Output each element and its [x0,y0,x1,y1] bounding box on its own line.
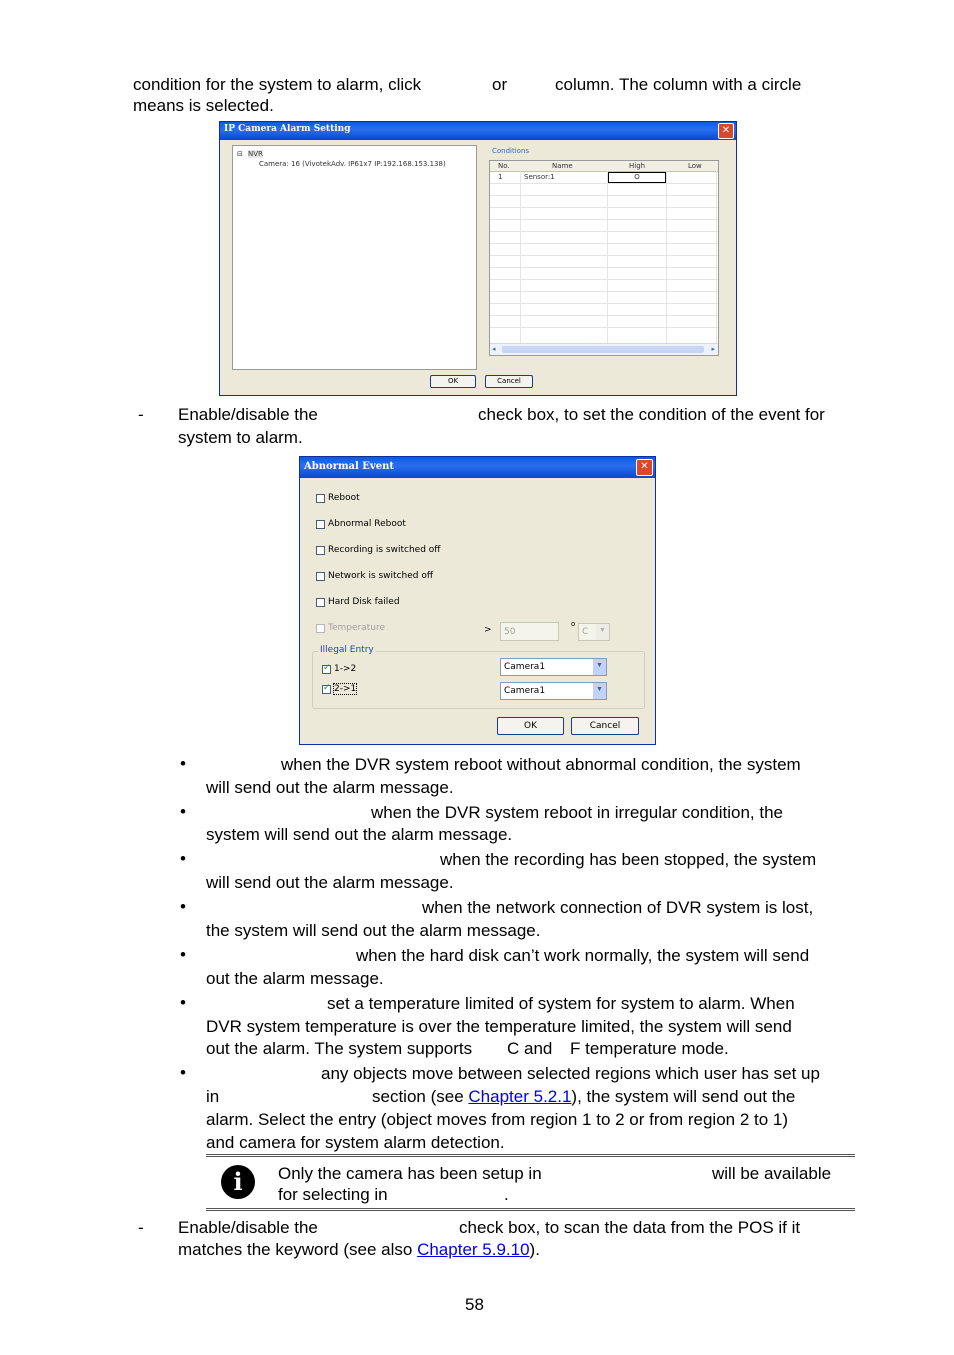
scroll-thumb[interactable] [502,346,704,353]
entry-2-1-checkbox[interactable] [322,685,331,694]
network-off-checkbox[interactable] [316,572,325,581]
bullet: • [180,802,186,821]
bullet-7-line-3: alarm. Select the entry (object moves from region 1 to 2 or from region 2 to 1) [206,1110,789,1129]
bullet-7-text-b: section (see [372,1087,464,1106]
note-line-2b: . [504,1185,509,1204]
abnormal-event-dialog [299,456,656,745]
table-header [490,161,718,172]
dialog-title: Abnormal Event [304,461,394,472]
chapter-5-2-1-link[interactable]: Chapter 5.2.1 [468,1087,572,1106]
col-high[interactable]: High [629,162,646,170]
dash-2: - [138,1218,144,1237]
ok-button[interactable]: OK [430,375,476,388]
entry-2-1-camera-select[interactable] [500,682,607,700]
dash2-line-2 [178,1239,540,1260]
col-no[interactable]: No. [498,162,510,170]
row-high-cell[interactable]: O [608,172,666,183]
bullet-1-line-1: when the DVR system reboot without abnormal condition, the system [281,755,801,774]
tree-item-camera[interactable]: Camera: 16 (VivotekAdv. IP61x7 IP:192.168.153.138) [259,160,446,168]
bullet: • [180,945,186,964]
ip-camera-alarm-dialog [219,121,737,396]
abnormal-reboot-label: Abnormal Reboot [328,519,406,529]
bullet: • [180,897,186,916]
hard-disk-failed-checkbox[interactable] [316,598,325,607]
col-low[interactable]: Low [688,162,702,170]
temperature-unit-select[interactable] [578,623,610,641]
dialog-titlebar [220,122,736,140]
reboot-label: Reboot [328,493,360,503]
chapter-5-9-10-link[interactable]: Chapter 5.9.10 [417,1240,530,1259]
dash2-text-b: check box, to scan the data from the POS if it [459,1218,801,1237]
bullet-6-line-3a: out the alarm. The system supports [206,1039,473,1058]
close-button[interactable]: ✕ [636,459,653,476]
bullet-2-line-2: system will send out the alarm message. [206,825,513,844]
entry-2-1-label: 2->1 [334,684,357,694]
bullet-7-line-2b [372,1086,795,1107]
bullet-6-line-1: set a temperature limited of system for system to alarm. When [327,994,795,1013]
chevron-down-icon: ▼ [593,659,606,675]
entry-1-2-label: 1->2 [334,664,357,674]
cancel-button[interactable]: Cancel [485,375,533,388]
bullet-2-line-1: when the DVR system reboot in irregular condition, the [371,803,783,822]
intro-text-1: condition for the system to alarm, click [133,75,422,94]
note-line-2a: for selecting in [278,1185,388,1204]
bullet: • [180,1063,186,1082]
bullet-7-line-1: any objects move between selected regions which user has set up [321,1064,820,1083]
temperature-input[interactable] [500,622,559,641]
dash1-text-b: check box, to set the condition of the event for [478,405,825,424]
recording-off-label: Recording is switched off [328,545,441,555]
dialog-title: IP Camera Alarm Setting [224,124,351,134]
recording-off-checkbox[interactable] [316,546,325,555]
bullet-5-line-2: out the alarm message. [206,969,384,988]
intro-text-or: or [492,75,508,94]
tree-collapse-icon[interactable]: ⊟ [237,150,243,158]
close-button[interactable]: ✕ [718,123,734,139]
chevron-down-icon: ▼ [593,683,606,699]
tree-root-nvr[interactable]: NVR [248,150,263,158]
dash1-text-c: system to alarm. [178,428,303,447]
bullet-5-line-1: when the hard disk can’t work normally, the system will send [356,946,810,965]
scroll-right-icon[interactable]: ▸ [711,345,715,353]
note-line-1a: Only the camera has been setup in [278,1164,542,1183]
entry-2-1-camera-value: Camera1 [504,686,546,696]
bullet: • [180,754,186,773]
greater-than-sign: > [484,625,492,635]
hard-disk-failed-label: Hard Disk failed [328,597,400,607]
bullet-7-line-4: and camera for system alarm detection. [206,1133,505,1152]
ok-button[interactable]: OK [497,717,564,735]
bullet-4-line-1: when the network connection of DVR system is lost, [422,898,814,917]
bullet-6-line-2: DVR system temperature is over the temperature limited, the system will send [206,1017,792,1036]
conditions-label: Conditions [492,147,530,155]
info-icon: i [221,1165,255,1199]
chevron-down-icon: ▼ [596,624,609,640]
horizontal-scrollbar[interactable] [490,343,718,355]
camera-tree-panel [232,145,477,370]
conditions-table [489,160,719,356]
entry-1-2-camera-value: Camera1 [504,662,546,672]
note-line-1b: will be available [712,1164,832,1183]
dash2-text-a: Enable/disable the [178,1218,318,1237]
dash1-text-a: Enable/disable the [178,405,318,424]
col-name[interactable]: Name [552,162,573,170]
temperature-unit-value: C [582,627,589,637]
row-no: 1 [498,173,503,181]
bullet-6-line-3b: C and [507,1039,553,1058]
bullet-3-line-1: when the recording has been stopped, the system [440,850,817,869]
row-name: Sensor:1 [524,173,555,181]
temperature-label: Temperature [328,623,386,633]
abnormal-reboot-checkbox[interactable] [316,520,325,529]
bullet-7-text-c: ), the system will send out the [571,1087,796,1106]
dash2-text-c: matches the keyword (see also [178,1240,413,1259]
entry-1-2-camera-select[interactable] [500,658,607,676]
dash2-text-d: ). [529,1240,540,1259]
bullet: • [180,849,186,868]
cancel-button[interactable]: Cancel [571,717,639,735]
degree-sign: o [571,620,576,628]
bullet-4-line-2: the system will send out the alarm message. [206,921,541,940]
temperature-value: 50 [504,627,516,637]
entry-1-2-checkbox[interactable] [322,665,331,674]
intro-text-2: column. The column with a circle [555,75,802,94]
bullet-1-line-2: will send out the alarm message. [206,778,454,797]
scroll-left-icon[interactable]: ◂ [492,345,496,353]
bullet-7-line-2a: in [206,1087,220,1106]
page-number: 58 [465,1295,484,1314]
intro-text-3: means is selected. [133,96,274,115]
network-off-label: Network is switched off [328,571,434,581]
temperature-checkbox[interactable] [316,624,325,633]
reboot-checkbox[interactable] [316,494,325,503]
bullet: • [180,993,186,1012]
dialog-titlebar [300,457,655,478]
illegal-entry-label: Illegal Entry [320,645,374,655]
bullet-3-line-2: will send out the alarm message. [206,873,454,892]
dash-1: - [138,405,144,424]
bullet-6-line-3c: F temperature mode. [570,1039,729,1058]
